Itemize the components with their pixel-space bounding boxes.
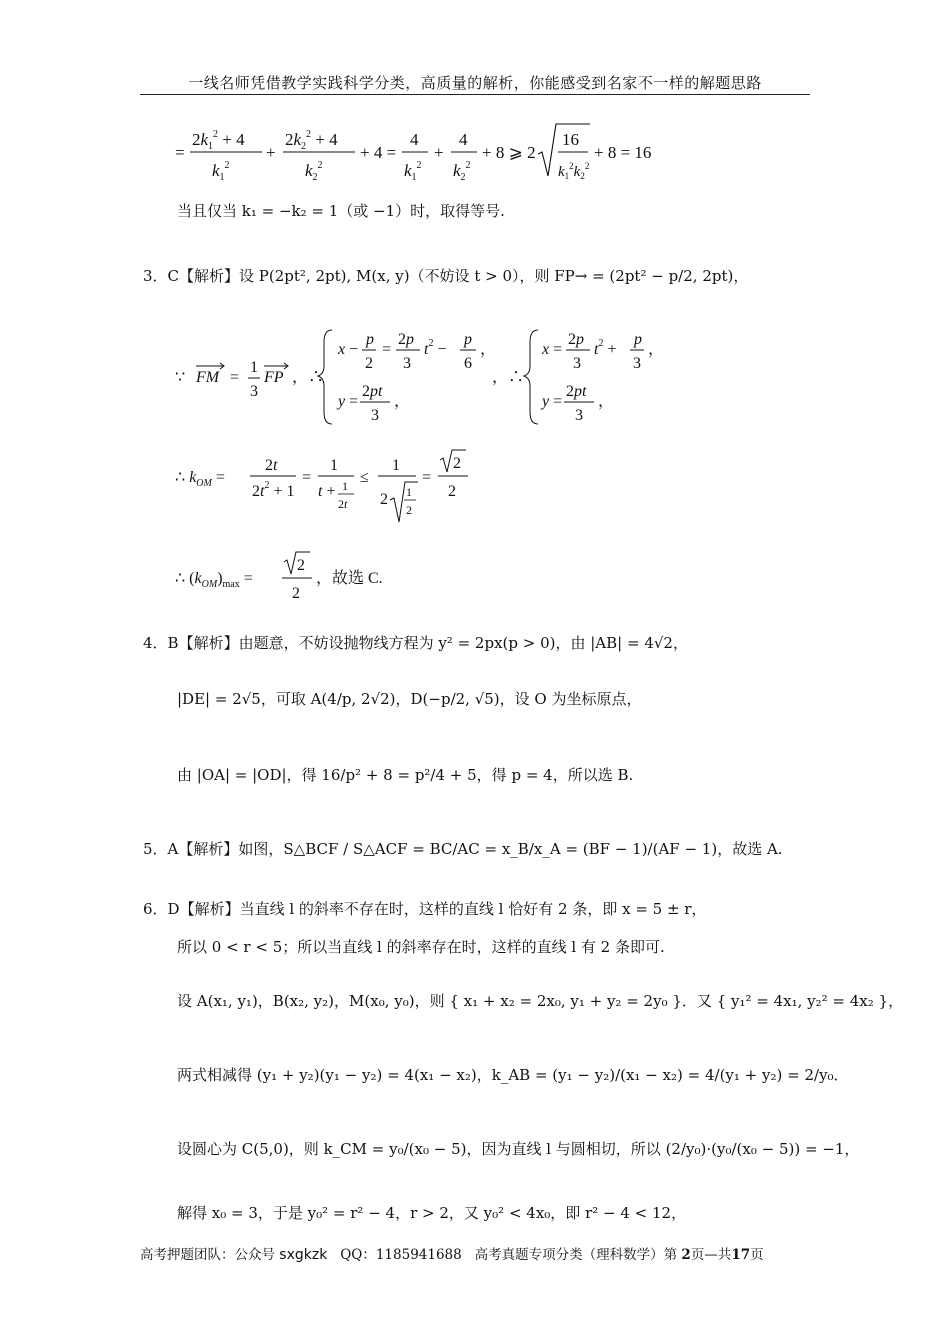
svg-text:k22: $k_2^2$ bbox=[453, 160, 471, 183]
svg-text:1: 1 bbox=[406, 485, 412, 499]
item2-equality-note: 当且仅当 k₁ = −k₂ = 1（或 −1）时，取得等号. bbox=[177, 202, 505, 220]
svg-text:=: = bbox=[382, 341, 392, 358]
svg-text:2p: 2p bbox=[398, 331, 414, 348]
svg-text:+: + bbox=[434, 143, 444, 162]
svg-text:，∴: ，∴ bbox=[492, 369, 525, 386]
item4-conclusion: 由 |OA| = |OD|，得 16/p² + 8 = p²/4 + 5，得 p = 4，所以选 B. bbox=[177, 766, 634, 784]
item3-slope-bound bbox=[170, 448, 490, 530]
svg-text:+: + bbox=[266, 143, 276, 162]
item3-system bbox=[170, 322, 670, 432]
svg-text:2t: 2t bbox=[265, 457, 278, 474]
svg-text:p: p bbox=[366, 331, 374, 348]
svg-text:2p: 2p bbox=[568, 331, 584, 348]
svg-text:4: 4 bbox=[459, 130, 468, 149]
svg-text:∴ kOM =: ∴ $k_{OM}$ = bbox=[175, 469, 225, 489]
svg-text:p: p bbox=[464, 331, 472, 348]
footer-total-pages: 17 bbox=[731, 1247, 751, 1263]
item6-line5: 设圆心为 C(5,0)，则 k_CM = y₀/(x₀ − 5)，因为直线 l 与圆相切，所以 (2/y₀)·(y₀/(x₀ − 5)) = −1， bbox=[177, 1140, 860, 1158]
svg-text:x =: x = bbox=[542, 341, 563, 358]
svg-text:t2 +: $t^2$ + bbox=[594, 338, 617, 358]
svg-text:3: 3 bbox=[633, 355, 641, 372]
page-footer bbox=[140, 1243, 764, 1263]
svg-text:2t2 + 1: $2t^2 + 1$ bbox=[252, 480, 295, 500]
svg-text:t2 −: $t^2$ − bbox=[424, 338, 447, 358]
footer-wechat: sxgkzk bbox=[279, 1247, 328, 1263]
svg-text:∵: ∵ bbox=[175, 369, 186, 386]
svg-text:+ 8 = 16: + 8 = 16 bbox=[594, 143, 652, 162]
svg-text:3: 3 bbox=[573, 355, 581, 372]
header-divider bbox=[140, 94, 810, 95]
svg-text:3: 3 bbox=[250, 383, 258, 400]
svg-text:y =: y = bbox=[338, 393, 359, 410]
svg-text:2: 2 bbox=[380, 491, 388, 508]
svg-text:2: 2 bbox=[365, 355, 373, 372]
svg-text:k12: $k_1^2$ bbox=[404, 160, 422, 183]
svg-text:2: 2 bbox=[297, 557, 305, 574]
svg-text:1: 1 bbox=[250, 359, 258, 376]
svg-text:2pt: 2pt bbox=[362, 383, 383, 400]
item6-intro: 6．D【解析】当直线 l 的斜率不存在时，这样的直线 l 恰好有 2 条，即 x = 5 ± r， bbox=[143, 900, 707, 918]
page-header: 一线名师凭借教学实践科学分类，高质量的解析，你能感受到名家不一样的解题思路 bbox=[188, 74, 762, 92]
svg-text:16: 16 bbox=[562, 130, 579, 149]
svg-text:2: 2 bbox=[448, 483, 456, 500]
item3-intro: 3．C【解析】设 P(2pt², 2pt), M(x, y)（不妨设 t > 0），则 FP→ = (2pt² − p/2, 2pt)， bbox=[143, 267, 749, 285]
svg-text:k22: $k_2^2$ bbox=[305, 160, 323, 183]
item5-solution: 5．A【解析】如图，S△BCF / S△ACF = BC/AC = x_B/x_A = (BF − 1)/(AF − 1)，故选 A. bbox=[143, 840, 783, 858]
svg-text:，故选 C.: ，故选 C. bbox=[316, 570, 383, 587]
svg-text:FM: FM bbox=[196, 369, 220, 386]
svg-text:2k22 + 4: $2k_2^2 + 4$ bbox=[285, 129, 338, 152]
svg-text:2: 2 bbox=[453, 455, 461, 472]
svg-text:3: 3 bbox=[403, 355, 411, 372]
svg-text:，: ， bbox=[394, 393, 411, 410]
svg-text:k12: $k_1^2$ bbox=[212, 160, 230, 183]
svg-text:∴ (kOM)max =: ∴ $(k_{OM})_{max}$ = bbox=[175, 570, 253, 590]
svg-text:6: 6 bbox=[464, 355, 472, 372]
svg-text:=: = bbox=[230, 369, 240, 386]
svg-text:1: 1 bbox=[330, 457, 338, 474]
svg-text:=: = bbox=[422, 469, 432, 486]
svg-text:≤: ≤ bbox=[360, 469, 369, 486]
svg-text:2pt: 2pt bbox=[566, 383, 587, 400]
svg-text:=: = bbox=[175, 143, 185, 162]
svg-text:4: 4 bbox=[410, 130, 419, 149]
svg-text:3: 3 bbox=[575, 407, 583, 424]
svg-text:，∴: ，∴ bbox=[292, 369, 325, 386]
footer-series: 高考真题专项分类（理科数学）第 bbox=[474, 1247, 678, 1263]
footer-page-number: 2 bbox=[681, 1247, 691, 1263]
item4-points: |DE| = 2√5，可取 A(4/p, 2√2)，D(−p/2, √5)，设 O 为坐标原点， bbox=[177, 690, 642, 708]
svg-text:t +: t + bbox=[318, 483, 336, 500]
svg-text:2t: 2t bbox=[338, 497, 348, 511]
svg-text:p: p bbox=[634, 331, 642, 348]
footer-mid: 页—共 bbox=[690, 1247, 732, 1263]
svg-text:=: = bbox=[302, 469, 312, 486]
item3-conclusion bbox=[170, 548, 410, 608]
svg-text:1: 1 bbox=[392, 457, 400, 474]
svg-text:2: 2 bbox=[406, 503, 412, 517]
item6-line6: 解得 x₀ = 3，于是 y₀² = r² − 4，r > 2，又 y₀² < 4x₀，即 r² − 4 < 12， bbox=[177, 1204, 687, 1222]
footer-end: 页 bbox=[750, 1247, 764, 1263]
item2-formula bbox=[170, 118, 652, 188]
svg-text:x −: x − bbox=[338, 341, 359, 358]
svg-text:，: ， bbox=[598, 393, 615, 410]
svg-text:FP: FP bbox=[264, 369, 284, 386]
svg-text:+ 8 ⩾ 2: + 8 ⩾ 2 bbox=[482, 143, 536, 162]
footer-qq: QQ：1185941688 bbox=[340, 1247, 462, 1263]
item6-line3: 设 A(x₁, y₁)，B(x₂, y₂)，M(x₀, y₀)，则 { x₁ + x₂ = 2x₀, y₁ + y₂ = 2y₀ }．又 { y₁² = 4x₁, y₂² = 4x₂ }， bbox=[177, 992, 904, 1010]
item4-intro: 4．B【解析】由题意，不妨设抛物线方程为 y² = 2px(p > 0)，由 |AB| = 4√2， bbox=[143, 634, 688, 652]
svg-text:+ 4 =: + 4 = bbox=[360, 143, 397, 162]
svg-text:y =: y = bbox=[542, 393, 563, 410]
svg-text:3: 3 bbox=[371, 407, 379, 424]
svg-text:，: ， bbox=[648, 341, 665, 358]
svg-text:2: 2 bbox=[292, 585, 300, 602]
svg-text:k12k22: $k_1^2k_2^2$ bbox=[558, 161, 590, 181]
svg-text:2k12 + 4: $2k_1^2 + 4$ bbox=[192, 129, 245, 152]
footer-team: 高考押题团队：公众号 bbox=[140, 1247, 275, 1263]
svg-text:1: 1 bbox=[342, 479, 348, 493]
item6-line4: 两式相减得 (y₁ + y₂)(y₁ − y₂) = 4(x₁ − x₂)，k_AB = (y₁ − y₂)/(x₁ − x₂) = 4/(y₁ + y₂) = 2/y₀． bbox=[177, 1066, 849, 1084]
item6-line2: 所以 0 < r < 5；所以当直线 l 的斜率存在时，这样的直线 l 有 2 条即可. bbox=[177, 938, 665, 956]
svg-text:，: ， bbox=[480, 341, 497, 358]
